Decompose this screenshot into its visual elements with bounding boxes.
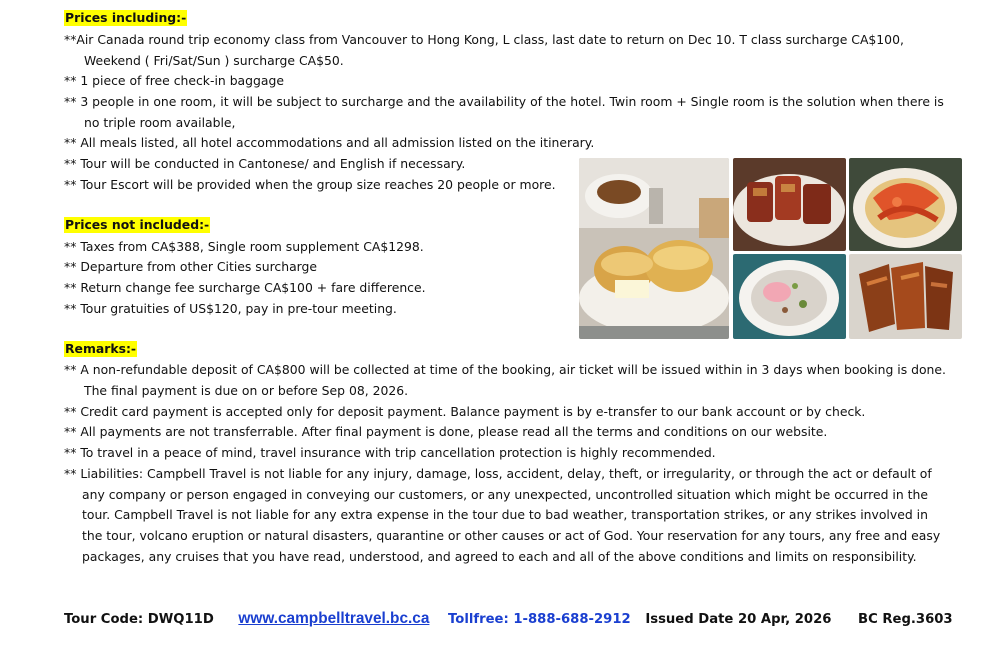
lobster-noodles-photo [849,158,962,251]
remarks-line-credit-card: ** Credit card payment is accepted only for deposit payment. Balance payment is by e-transfer to our bank account or by check. [64,404,866,419]
including-line-rooms-cont: no triple room available, [84,115,236,130]
website-link[interactable]: www.campbelltravel.bc.ca [238,610,430,627]
including-line-airfare: **Air Canada round trip economy class from Vancouver to Hong Kong, L class, last date to return on Dec 10. T class surcharge CA$100, [64,32,904,47]
roast-pork-photo [733,158,846,251]
remarks-line-liabilities-4: the tour, volcano eruption or natural disasters, quarantine or other causes or act of God. Your reservation for any tours, any free and easy [82,528,941,543]
remarks-line-liabilities-2: any company or person engaged in conveying our customers, or any unexpected, uncontrolled situation which might be occurred in the [82,487,928,502]
prices-including-heading: Prices including:- [65,10,187,25]
congee-photo [733,254,846,339]
issued-date: Issued Date 20 Apr, 2026 [645,612,832,627]
excluded-line-taxes: ** Taxes from CA$388, Single room supplement CA$1298. [64,239,424,254]
excluded-line-departure: ** Departure from other Cities surcharge [64,259,318,274]
including-line-weekend: Weekend ( Fri/Sat/Sun ) surcharge CA$50. [84,53,344,68]
including-line-meals: ** All meals listed, all hotel accommodations and all admission listed on the itinerary. [64,135,595,150]
remarks-line-non-transferrable: ** All payments are not transferrable. After final payment is done, please read all the terms and conditions on our website. [64,424,828,439]
remarks-line-insurance: ** To travel in a peace of mind, travel insurance with trip cancellation protection is highly recommended. [64,445,716,460]
bc-registration: BC Reg.3603 [858,612,953,627]
including-line-rooms: ** 3 people in one room, it will be subject to surcharge and the availability of the hotel. Twin room + Single room is the solution when there is [64,94,944,109]
roast-duck-photo [849,254,962,339]
remarks-line-final-payment: The final payment is due on or before Sep 08, 2026. [84,383,409,398]
remarks-line-liabilities-3: tour. Campbell Travel is not liable for any extra expense in the tour due to bad weather, transportation strikes, or any strikes involved in [82,507,928,522]
remarks-line-deposit: ** A non-refundable deposit of CA$800 will be collected at time of the booking, air ticket will be issued within in 3 days when booking is done. [64,362,946,377]
including-line-escort: ** Tour Escort will be provided when the group size reaches 20 people or more. [64,177,556,192]
remarks-line-liabilities-5: packages, any cruises that you have read, understood, and agreed to each and all of the above conditions and limits on responsibility. [82,549,917,564]
breakfast-photo [579,158,729,339]
tour-code: Tour Code: DWQ11D [64,612,214,627]
excluded-line-change-fee: ** Return change fee surcharge CA$100 + fare difference. [64,280,426,295]
remarks-heading: Remarks:- [65,341,137,356]
prices-not-included-heading: Prices not included:- [65,217,210,232]
footer [64,610,953,629]
remarks-line-liabilities: ** Liabilities: Campbell Travel is not liable for any injury, damage, loss, accident, delay, theft, or irregularity, or through the act or default of [64,466,932,481]
including-line-language: ** Tour will be conducted in Cantonese/ and English if necessary. [64,156,466,171]
tollfree-number: Tollfree: 1-888-688-2912 [448,612,631,627]
including-line-baggage: ** 1 piece of free check-in baggage [64,73,284,88]
excluded-line-gratuities: ** Tour gratuities of US$120, pay in pre-tour meeting. [64,301,397,316]
